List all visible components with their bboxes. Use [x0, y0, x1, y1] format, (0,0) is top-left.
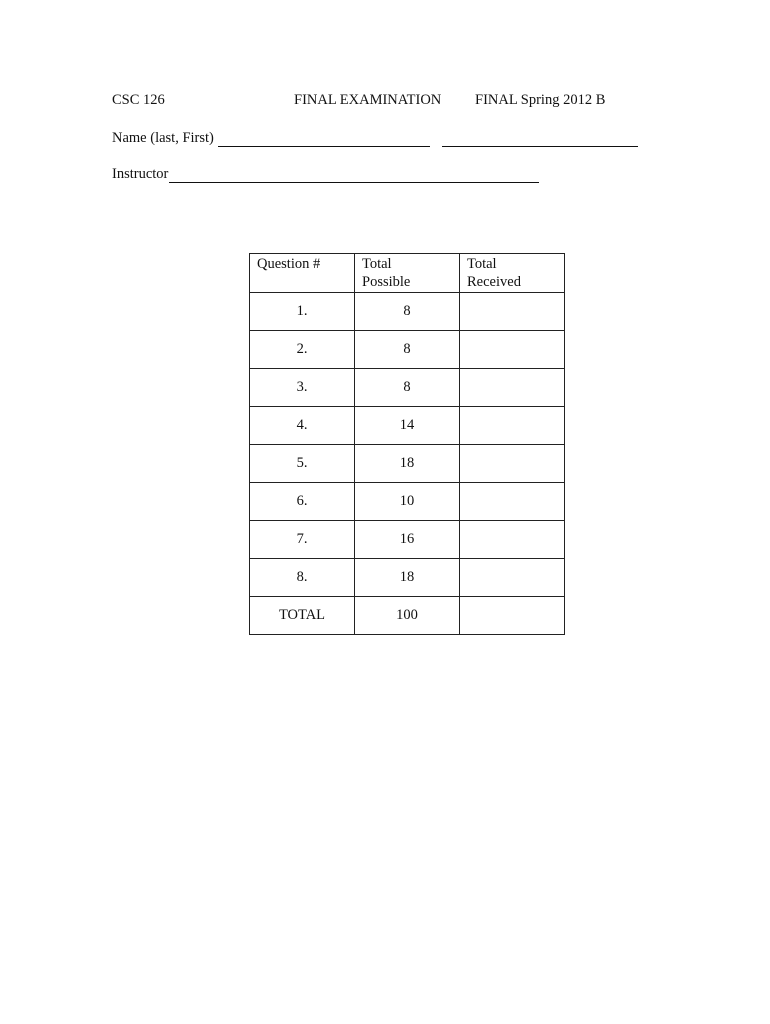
instructor-line[interactable] — [169, 167, 539, 183]
exam-term: FINAL Spring 2012 B — [475, 92, 606, 108]
table-row — [250, 407, 565, 445]
table-row — [250, 369, 565, 407]
total-points-possible: 100 — [355, 597, 460, 635]
name-label: Name (last, First) — [112, 130, 214, 146]
total-possible-header — [355, 254, 460, 293]
instructor-field-row — [112, 166, 539, 183]
total-possible-header-line1: Total — [362, 256, 392, 272]
points-possible: 14 — [355, 407, 460, 445]
total-received-header-line1: Total — [467, 256, 497, 272]
points-possible: 18 — [355, 445, 460, 483]
points-possible: 10 — [355, 483, 460, 521]
points-possible: 8 — [355, 331, 460, 369]
points-received-cell[interactable] — [460, 445, 565, 483]
points-possible: 8 — [355, 369, 460, 407]
last-name-line[interactable] — [218, 131, 430, 147]
first-name-line[interactable] — [442, 131, 638, 147]
points-received-cell[interactable] — [460, 331, 565, 369]
points-received-cell[interactable] — [460, 559, 565, 597]
score-table — [249, 253, 565, 635]
instructor-label: Instructor — [112, 166, 169, 182]
question-number: 4. — [250, 407, 355, 445]
table-row — [250, 331, 565, 369]
total-possible-header-line2: Possible — [362, 274, 411, 290]
name-field-row — [112, 130, 638, 147]
question-number: 3. — [250, 369, 355, 407]
total-received-header-line2: Received — [467, 274, 521, 290]
table-row — [250, 483, 565, 521]
total-row — [250, 597, 565, 635]
question-number: 1. — [250, 293, 355, 331]
points-possible: 16 — [355, 521, 460, 559]
question-header — [250, 254, 355, 293]
points-received-cell[interactable] — [460, 483, 565, 521]
score-table-header-row — [250, 254, 565, 293]
course-code: CSC 126 — [112, 92, 165, 108]
total-label: TOTAL — [250, 597, 355, 635]
question-number: 2. — [250, 331, 355, 369]
question-header-label: Question # — [257, 256, 321, 272]
points-received-cell[interactable] — [460, 407, 565, 445]
exam-type: FINAL EXAMINATION — [294, 92, 442, 108]
total-points-received-cell[interactable] — [460, 597, 565, 635]
points-received-cell[interactable] — [460, 521, 565, 559]
table-row — [250, 293, 565, 331]
table-row — [250, 521, 565, 559]
question-number: 7. — [250, 521, 355, 559]
table-row — [250, 445, 565, 483]
total-received-header — [460, 254, 565, 293]
points-possible: 8 — [355, 293, 460, 331]
question-number: 6. — [250, 483, 355, 521]
table-row — [250, 559, 565, 597]
question-number: 8. — [250, 559, 355, 597]
question-number: 5. — [250, 445, 355, 483]
points-received-cell[interactable] — [460, 293, 565, 331]
points-received-cell[interactable] — [460, 369, 565, 407]
points-possible: 18 — [355, 559, 460, 597]
